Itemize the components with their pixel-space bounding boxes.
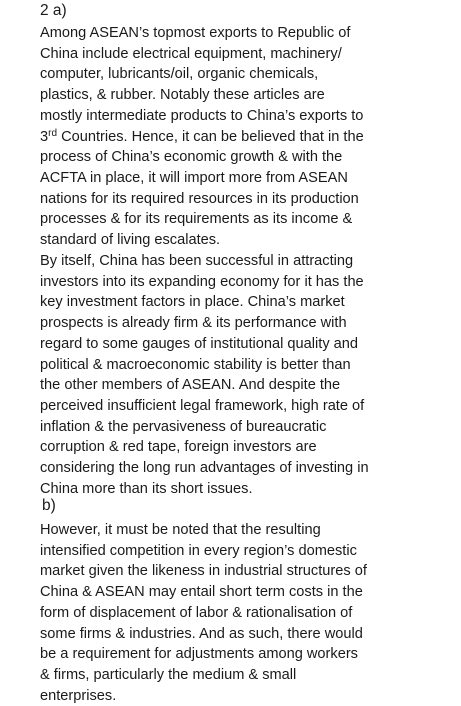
text-line: standard of living escalates. (40, 232, 221, 249)
ordinal-number: 3 (40, 128, 49, 145)
text-line: China include electrical equipment, machinery/ (40, 45, 342, 62)
text-line: However, it must be noted that the resulting (40, 522, 321, 538)
ordinal-suffix: rd (48, 127, 58, 139)
text-line: nations for its required resources in its production (40, 190, 359, 207)
text-line: ACFTA in place, it will import more from ASEAN (40, 169, 348, 186)
text-line-ordinal (40, 127, 445, 148)
text-line: processes & for its requirements as its income & (40, 211, 353, 228)
text-line: China & ASEAN may entail short term costs in the (40, 584, 363, 601)
text-line: key investment factors in place. China’s market (40, 294, 345, 311)
text-line: plastics, & rubber. Notably these articles are (40, 87, 325, 104)
text-line: computer, lubricants/oil, organic chemicals, (40, 66, 319, 83)
text-line: enterprises. (40, 687, 117, 704)
paragraph-investment (40, 251, 445, 499)
text-line: & firms, particularly the medium & small (40, 666, 297, 683)
text-line: be a requirement for adjustments among workers (40, 646, 358, 663)
text-line: form of displacement of labor & rationalisation of (40, 604, 353, 621)
paragraph-exports (40, 23, 445, 251)
section-label-a: 2 a) (40, 2, 67, 19)
text-line: regard to some gauges of institutional quality and (40, 335, 359, 352)
text-line: investors into its expanding economy for it has the (40, 273, 364, 290)
text-line: Among ASEAN’s topmost exports to Republic of (40, 25, 351, 41)
paragraph-competition (40, 520, 445, 706)
text-line: intensified competition in every region’s domestic (40, 542, 357, 559)
text-line: considering the long run advantages of investing in (40, 460, 369, 477)
text-line: perceived insufficient legal framework, high rate of (40, 397, 365, 414)
text-line: some firms & industries. And as such, there would (40, 625, 363, 642)
text-line: corruption & red tape, foreign investors are (40, 439, 317, 456)
text-line: process of China’s economic growth & with the (40, 149, 343, 166)
text-line: prospects is already firm & its performance with (40, 315, 347, 332)
text-line: political & macroeconomic stability is better than (40, 356, 351, 373)
text-line: mostly intermediate products to China’s exports to (40, 107, 364, 124)
text-line: market given the likeness in industrial structures of (40, 563, 367, 580)
text-line: the other members of ASEAN. And despite the (40, 377, 341, 394)
ordinal-rest: Countries. Hence, it can be believed that in the (57, 128, 364, 145)
section-label-b: b) (42, 497, 56, 514)
text-line: By itself, China has been successful in attracting (40, 253, 354, 269)
text-line: China more than its short issues. (40, 480, 253, 497)
text-line: inflation & the pervasiveness of bureaucratic (40, 418, 327, 435)
